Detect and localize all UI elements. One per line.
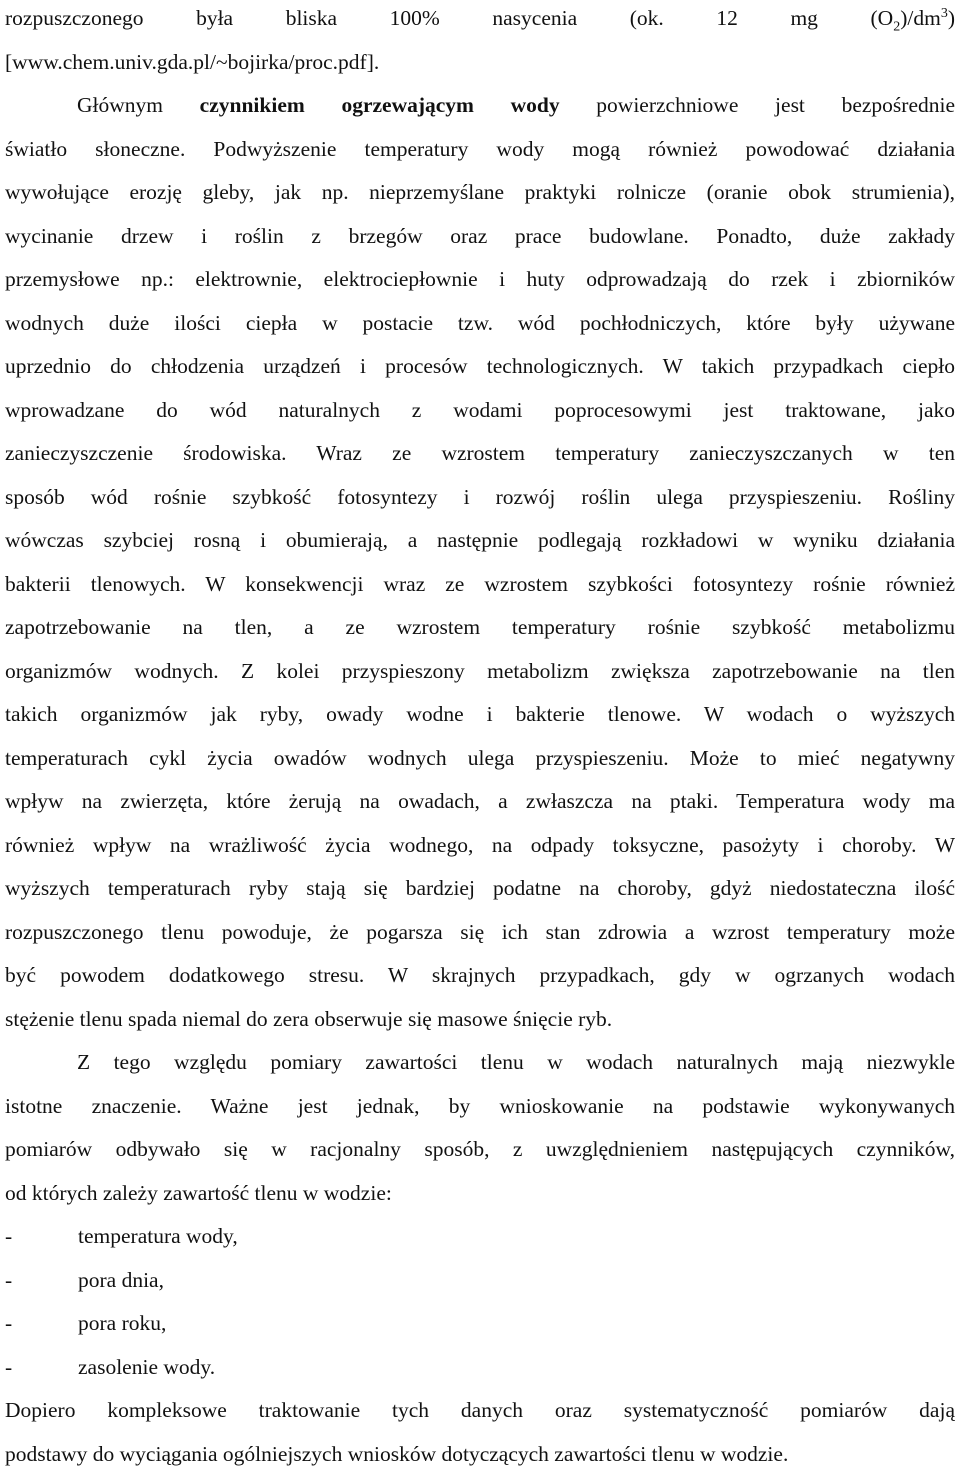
text-line: wyższych temperaturach ryby stają się bardziej podatne na choroby, gdyż niedostateczna ilość — [5, 867, 955, 911]
list-dash: - — [5, 1346, 78, 1390]
paragraph-oxygen-saturation — [5, 0, 955, 84]
list-item-text: pora roku, — [78, 1311, 166, 1335]
text-line: wycinanie drzew i roślin z brzegów oraz prace budowlane. Ponadto, duże zakłady — [5, 215, 955, 259]
text-line — [5, 84, 955, 128]
paragraph-closing — [5, 1389, 955, 1476]
text-line: wprowadzane do wód naturalnych z wodami poprocesowymi jest traktowane, jako — [5, 389, 955, 433]
text-line: temperaturach cykl życia owadów wodnych ulega przyspieszeniu. Może to mieć negatywny — [5, 737, 955, 781]
list-dash: - — [5, 1259, 78, 1303]
list-item-text: pora dnia, — [78, 1268, 164, 1292]
text-line: od których zależy zawartość tlenu w wodzie: — [5, 1172, 955, 1216]
list-item-text: zasolenie wody. — [78, 1355, 215, 1379]
list-item — [5, 1302, 955, 1346]
text-line: [www.chem.univ.gda.pl/~bojirka/proc.pdf]. — [5, 41, 955, 85]
text-line: również wpływ na wrażliwość życia wodnego, na odpady toksyczne, pasożyty i choroby. W — [5, 824, 955, 868]
text-line: uprzednio do chłodzenia urządzeń i procesów technologicznych. W takich przypadkach ciepło — [5, 345, 955, 389]
paragraph-measurement-importance — [5, 1041, 955, 1215]
text-line: rozpuszczonego tlenu powoduje, że pogarsza się ich stan zdrowia a wzrost temperatury może — [5, 911, 955, 955]
text-line — [5, 0, 955, 41]
bold-phrase: czynnikiem ogrzewającym wody — [200, 93, 560, 117]
text-line: Z tego względu pomiary zawartości tlenu w wodach naturalnych mają niezwykle — [5, 1041, 955, 1085]
text-line: wówczas szybciej rosną i obumierają, a następnie podlegają rozkładowi w wyniku działania — [5, 519, 955, 563]
text-line: pomiarów odbywało się w racjonalny sposób, z uwzględnieniem następujących czynników, — [5, 1128, 955, 1172]
factor-list — [5, 1215, 955, 1389]
text-line: wywołujące erozję gleby, jak np. nieprzemyślane praktyki rolnicze (oranie obok strumienia), — [5, 171, 955, 215]
text-line: światło słoneczne. Podwyższenie temperatury wody mogą również powodować działania — [5, 128, 955, 172]
text-line: wpływ na zwierzęta, które żerują na owadach, a zwłaszcza na ptaki. Temperatura wody ma — [5, 780, 955, 824]
text-run: ) — [948, 6, 955, 30]
list-item-text: temperatura wody, — [78, 1224, 238, 1248]
list-dash: - — [5, 1215, 78, 1259]
list-item — [5, 1346, 955, 1390]
text-line: sposób wód rośnie szybkość fotosyntezy i rozwój roślin ulega przyspieszeniu. Rośliny — [5, 476, 955, 520]
text-run: Głównym — [77, 93, 163, 117]
text-run: powierzchniowe jest bezpośrednie — [596, 93, 955, 117]
text-line: zapotrzebowanie na tlen, a ze wzrostem temperatury rośnie szybkość metabolizmu — [5, 606, 955, 650]
text-line: wodnych duże ilości ciepła w postacie tzw. wód pochłodniczych, które były używane — [5, 302, 955, 346]
text-line: organizmów wodnych. Z kolei przyspieszony metabolizm zwiększa zapotrzebowanie na tlen — [5, 650, 955, 694]
text-run: )/dm — [900, 6, 941, 30]
list-item — [5, 1259, 955, 1303]
text-line: być powodem dodatkowego stresu. W skrajnych przypadkach, gdy w ogrzanych wodach — [5, 954, 955, 998]
text-line: przemysłowe np.: elektrownie, elektrociepłownie i huty odprowadzają do rzek i zbiorników — [5, 258, 955, 302]
paragraph-heating-factors — [5, 84, 955, 1041]
text-line: takich organizmów jak ryby, owady wodne i bakterie tlenowe. W wodach o wyższych — [5, 693, 955, 737]
text-line: podstawy do wyciągania ogólniejszych wniosków dotyczących zawartości tlenu w wodzie. — [5, 1433, 955, 1476]
text-line: istotne znaczenie. Ważne jest jednak, by wnioskowanie na podstawie wykonywanych — [5, 1085, 955, 1129]
text-line: zanieczyszczenie środowiska. Wraz ze wzrostem temperatury zanieczyszczanych w ten — [5, 432, 955, 476]
list-dash: - — [5, 1302, 78, 1346]
subscript: 2 — [893, 19, 900, 34]
text-line: Dopiero kompleksowe traktowanie tych danych oraz systematyczność pomiarów dają — [5, 1389, 955, 1433]
text-line: stężenie tlenu spada niemal do zera obserwuje się masowe śnięcie ryb. — [5, 998, 955, 1042]
text-line: bakterii tlenowych. W konsekwencji wraz ze wzrostem szybkości fotosyntezy rośnie również — [5, 563, 955, 607]
superscript: 3 — [941, 6, 948, 21]
text-run: rozpuszczonego była bliska 100% nasycenia (ok. 12 mg (O — [5, 6, 893, 30]
list-item — [5, 1215, 955, 1259]
